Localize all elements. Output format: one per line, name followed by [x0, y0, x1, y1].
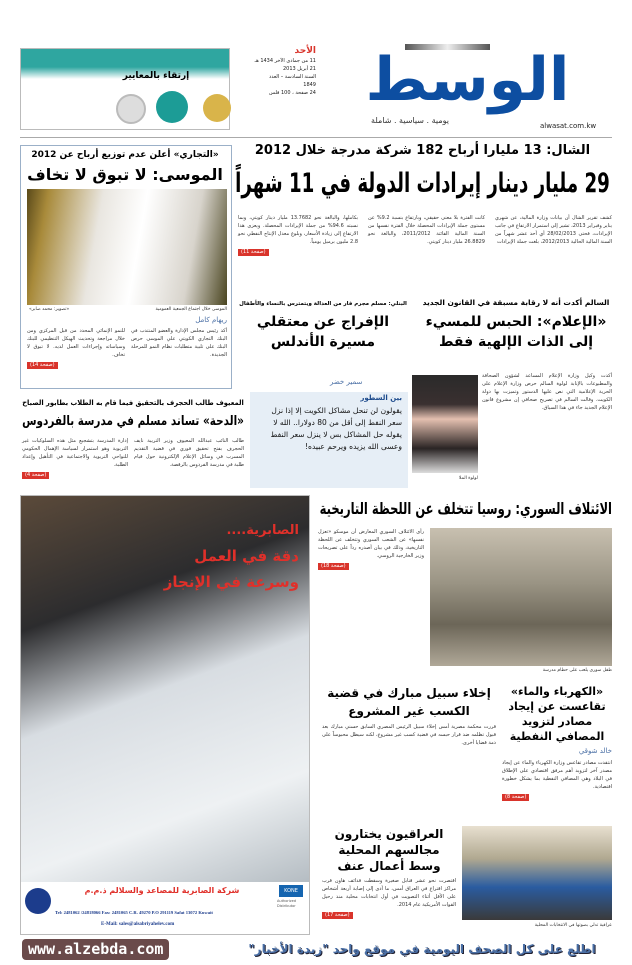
dahha-body-2: إدارة المدرسة بتشجيع مثل هذه السلوكيات غير التربوية وهو استمرار لسياسة الإهمال الحكومي للنواحي التربوية والاجتماعية في التأهيل وإعداد الطلبة.	[22, 438, 128, 468]
tejari-col-2	[27, 327, 125, 369]
masthead-tagline: يومية . سياسية . شاملة	[371, 116, 449, 125]
mubarak-story	[322, 684, 496, 747]
gold-seal-icon	[203, 94, 231, 122]
tejari-caption: الموسى خلال اجتماع الجمعية العمومية	[155, 307, 227, 312]
main-col-3-wrap	[238, 214, 358, 256]
iraq-caption: عراقية تدلي بصوتها في الانتخابات المحلية	[534, 923, 612, 928]
electricity-byline: خالد شوقي	[578, 747, 612, 755]
andalus-headline: الإفراج عن معتقلي مسيرة الأندلس	[256, 314, 390, 350]
kone-sub: Authorized Distributor	[277, 899, 296, 908]
tejari-headline: الموسى: لا تبوق لا تخاف	[27, 165, 223, 184]
pages-price: 24 صفحة ، 100 فلس	[268, 90, 316, 96]
ad-contact: Tel: 2481062 /24818066 Fax: 2481065 C.R. 49270 P.O 291119 Safat 13072 Kuwait	[55, 910, 213, 915]
electricity-headline: «الكهرباء والماء» تقاعست عن إيجاد مصادر لتزويد المصافي النفطية	[508, 685, 606, 743]
iraq-headline: العراقيون يختارون مجالسهم المحلية وسط أعمال عنف	[334, 827, 444, 873]
iraq-more-link[interactable]: (صفحة 17)	[322, 912, 353, 919]
top-ad-title: إرتقاء بالمعايير	[122, 71, 190, 81]
media-caption: لولوة الملا	[458, 476, 478, 481]
masthead-logo: الوسط	[365, 45, 570, 115]
gregorian-date: 21 أبريل 2013	[282, 66, 316, 72]
syria-col	[318, 528, 424, 570]
main-headline: 29 مليار دينار إيرادات الدولة في 11 شهراً	[235, 168, 610, 199]
main-col-3: بكاملها، والبالغة نحو 13.7682 مليار دينار كويتي، وبما نسبته 94.6% من جملة الإيرادات المحصلة. ويعزى هذا الارتفاع إلى زيادة الأسعار، وبلوغ معدل الإنتاج النفطي نحو 2.8 مليون برميل يومياً.	[238, 215, 359, 245]
kone-logo: KONE	[279, 885, 303, 897]
hijri-date: 11 من جمادى الآخر 1434 هـ	[254, 58, 316, 64]
ad-footer	[21, 882, 309, 934]
ad-line-3: وسرعة في الإنجاز	[163, 573, 299, 591]
andalus-kicker: البنلي: مسلم مجرم فار من العدالة ويتمترس بالنساء والأطفال	[239, 301, 407, 307]
main-more-link[interactable]: (صفحة 11)	[238, 249, 269, 256]
media-body: أكدت وكيل وزارة الإعلام المساعد لشؤون الصحافة والمطبوعات بالإنابة لولوة السالم حرص وزارة الإعلام على الحرية الإعلامية التي نص عليها الدستور وتميزت بها دولة الكويت. وقالت السالم في تصريح صحافي إن مشروع قانون الإعلام الجديد جاء في هذا السياق.	[482, 373, 612, 411]
dahha-headline: «الدحة» تساند مسلم في مدرسة بالفردوس	[22, 414, 244, 429]
tejari-photo	[27, 189, 227, 305]
elevator-ad[interactable]	[20, 495, 310, 935]
iraq-body: اقتصرت نحو عشر قنابل صغيرة وسقطت قذائف هاون قرب مراكز اقتراع في العراق أمس، ما أدى إلى إصابة أربعة أشخاص على الأقل أثناء التصويت في أول انتخابات محلية منذ رحيل القوات الأمريكية عام 2014.	[322, 878, 456, 908]
date-block	[236, 45, 316, 97]
tejari-body-2: للنمو الإنمائي المحدد من قبل المركزي ومن خلال مراجعة وتحديث الهيكل التنظيمي للبنك وسياساته وإجراءات العمل لديه. لا تبوق لا تخاف.	[27, 328, 125, 358]
electricity-story	[502, 684, 612, 801]
tejari-photo-credit: «تصوير: محمد صابر»	[29, 307, 70, 312]
top-ad[interactable]	[20, 48, 230, 130]
tejari-kicker: «التجاري» أعلن عدم توزيع أرباح عن 2012	[31, 150, 219, 160]
iraq-story	[322, 826, 456, 919]
footer-slogan: اطلع على كل الصحف اليومية في موقع واحد "زبدة الأخبار"	[248, 942, 596, 956]
dahha-more-link[interactable]: (صفحة 4)	[22, 472, 49, 479]
media-photo	[412, 375, 478, 473]
tejari-more-link[interactable]: (صفحة 14)	[27, 362, 58, 369]
andalus-byline: سمير خضر	[330, 378, 363, 386]
media-headline: «الإعلام»: الحبس للمسيء إلى الذات الإلهية فقط	[425, 314, 607, 350]
syria-caption: طفل سوري يلعب على حطام مدرسة	[542, 668, 612, 673]
between-lines-title: بين السطور	[360, 394, 402, 402]
syria-photo	[430, 528, 612, 666]
between-lines-text: يقولون لن تنحل مشاكل الكويت إلا إذا نزل سعر النفط إلى أقل من 80 دولارا.. الله لا يقوله حل المشاكل بس لا ينزل سعر النفط وعسى الله يزيده ويرحم عبيده!	[270, 406, 402, 451]
dahha-kicker: المعيوف طالب الحجرف بالتحقيق فيما قام به الطلاب بطابور الصباح	[22, 399, 244, 407]
ad-line-1: الصابرية....	[226, 523, 299, 538]
mubarak-body: قررت محكمة مصرية أمس إخلاء سبيل الرئيس المصري السابق حسني مبارك بعد قبول تظلمه ضد قرار حبسه في قضية كسب غير مشروع، لكنه سيظل محبوساً على ذمة قضايا أخرى.	[322, 724, 496, 746]
footer-site[interactable]: www.alzebda.com	[22, 939, 169, 960]
year-issue: السنة السادسة – العدد	[269, 74, 316, 80]
main-col-1: كشف تقرير الشال أن بيانات وزارة المالية، عن شهري يناير وفبراير 2013، تشير إلى استمرار الارتفاع في جانب الإيرادات، فحتى 28/02/2013 أي أحد عشر شهراً من السنة المالية الحالية 2012/2013، بلغت جملة الإيرادات	[495, 215, 612, 245]
tejari-byline: ريهام كامل	[195, 316, 227, 324]
ad-email[interactable]: E-Mail: sales@alsabriyahelev.com	[101, 922, 175, 927]
dahha-col-2	[22, 437, 128, 479]
iraq-photo	[462, 826, 612, 920]
ad-company: شركة الصابرية للمصاعد والسلالم ذ.م.م	[84, 886, 240, 895]
electricity-body: انتقدت مصادر تقاعس وزارة الكهرباء والماء عن إيجاد مصدر آخر لتزويد أهم مرفق اقتصادي على الإطلاق في البلاد وهي المصافي النفطية بما يشكل خطورة اقتصادية.	[502, 760, 612, 790]
masthead-url[interactable]: alwasat.com.kw	[540, 122, 597, 130]
seal-icon	[116, 94, 146, 124]
tejari-body-1: أكد رئيس مجلس الإدارة والعضو المنتدب في البنك التجاري الكويتي علي الموسى حرص البنك على تلبية متطلبات نظام النمو للمرحلة الجديدة.	[131, 328, 227, 358]
syria-more-link[interactable]: (صفحة 18)	[318, 563, 349, 570]
weekday: الأحد	[294, 46, 316, 56]
hand-logo-icon	[156, 91, 188, 123]
syria-body: رأى الائتلاف السوري المعارض أن موسكو «تعزل نفسها» عن الشعب السوري وتتخلف عن اللحظة التاريخية، وذلك في بيان أصدره رداً على تصريحات وزير الخارجية الروسي.	[318, 529, 424, 559]
media-kicker: السالم أكدت أنه لا رقابة مسبقة في القانون الجديد	[422, 298, 610, 307]
mubarak-headline: إخلاء سبيل مبارك في قضية الكسب غير المشروع	[327, 686, 491, 718]
company-logo-icon	[25, 888, 51, 914]
main-col-2: كانت الفترة بلا معنى حقيقي، وبارتفاع بنسبة 9.2% عن مستوى جملة الإيرادات المحصلة خلال الفترة نفسها من السنة المالية الفائتة 2011/2012، والبالغة نحو 26.8829 مليار دينار كويتي.	[368, 215, 485, 245]
ad-line-2: دقة في العمل	[194, 547, 299, 565]
electricity-more-link[interactable]: (صفحة 8)	[502, 794, 529, 801]
header-divider	[20, 137, 612, 138]
tejari-box	[20, 145, 232, 389]
between-lines-box	[250, 392, 408, 488]
dahha-body-1: طالب النائب عبدالله المعيوف وزير التربية نايف الحجرف بفتح تحقيق فوري في قضية التقديم المسرب في وسائل الإعلام الإلكترونية حول قيام طلبة في مدرسة الفردوس بالرقصة.	[134, 438, 244, 468]
main-kicker: الشال: 13 مليارا أرباح 182 شركة مدرجة خلال 2012	[254, 143, 591, 158]
issue-number: 1849	[303, 82, 316, 88]
syria-headline: الائتلاف السوري: روسيا تتخلف عن اللحظة التاريخية	[319, 499, 612, 518]
